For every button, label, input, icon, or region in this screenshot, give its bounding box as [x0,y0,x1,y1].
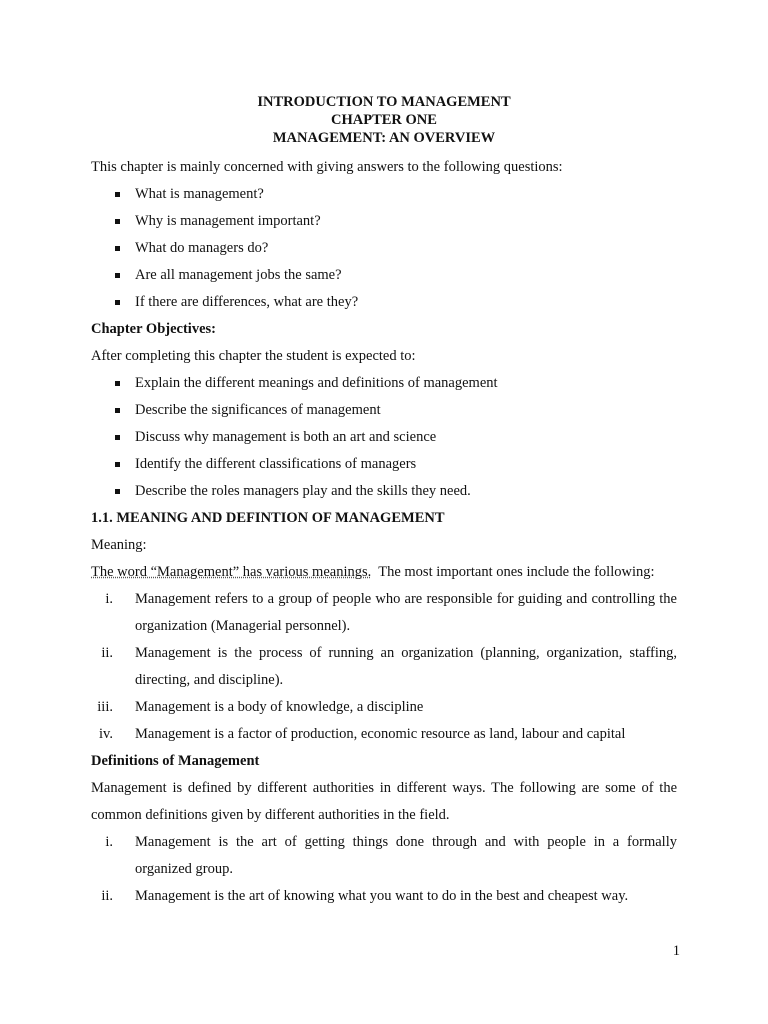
document-title: INTRODUCTION TO MANAGEMENT [257,94,511,110]
square-bullet-icon [115,219,120,224]
list-item: Describe the roles managers play and the skills they need. [91,478,677,505]
list-item: If there are differences, what are they? [91,289,677,316]
square-bullet-icon [115,408,120,413]
meaning-lead-rest: The most important ones include the following: [371,564,655,580]
definitions-heading: Definitions of Management [91,753,260,769]
intro-paragraph: This chapter is mainly concerned with giving answers to the following questions: [91,159,563,175]
objectives-heading: Chapter Objectives: [91,321,216,337]
list-item: Are all management jobs the same? [91,262,677,289]
objectives-lead: After completing this chapter the student is expected to: [91,348,416,364]
square-bullet-icon [115,300,120,305]
chapter-title: MANAGEMENT: AN OVERVIEW [272,130,496,146]
square-bullet-icon [115,381,120,386]
square-bullet-icon [115,246,120,251]
meaning-lead [91,559,677,586]
objectives-list [91,370,677,505]
document-body [91,154,677,910]
square-bullet-icon [115,462,120,467]
square-bullet-icon [115,192,120,197]
title-block [0,93,768,147]
list-item: Discuss why management is both an art and science [91,424,677,451]
list-item: Describe the significances of management [91,397,677,424]
page-number: 1 [672,943,680,959]
list-item: iv. Management is a factor of production, economic resource as land, labour and capital [99,726,626,742]
meaning-lead-marked: The word “Management” has various meanings. [91,564,372,580]
meanings-list [91,586,677,748]
list-item: ii. Management is the process of running an organization (planning, organization, staffing, directing, and discipline). [101,645,677,688]
square-bullet-icon [115,273,120,278]
meaning-label: Meaning: [91,537,147,553]
questions-list [91,181,677,316]
section-heading: 1.1. MEANING AND DEFINTION OF MANAGEMENT [91,510,445,526]
definitions-lead: Management is defined by different authorities in different ways. The following are some of the common definitions given by different authorities in the field. [91,780,677,823]
list-item: What do managers do? [91,235,677,262]
list-item: Identify the different classifications of managers [91,451,677,478]
square-bullet-icon [115,489,120,494]
definitions-list [91,829,677,910]
list-item: Why is management important? [91,208,677,235]
square-bullet-icon [115,435,120,440]
list-item: What is management? [91,181,677,208]
list-item: i. Management refers to a group of people who are responsible for guiding and controlling the organization (Managerial personnel). [105,591,677,634]
list-item: iii. Management is a body of knowledge, a discipline [97,699,424,715]
chapter-number: CHAPTER ONE [331,112,437,128]
list-item: ii. Management is the art of knowing what you want to do in the best and cheapest way. [101,888,629,904]
list-item: Explain the different meanings and definitions of management [91,370,677,397]
list-item: i. Management is the art of getting things done through and with people in a formally organized group. [105,834,677,877]
